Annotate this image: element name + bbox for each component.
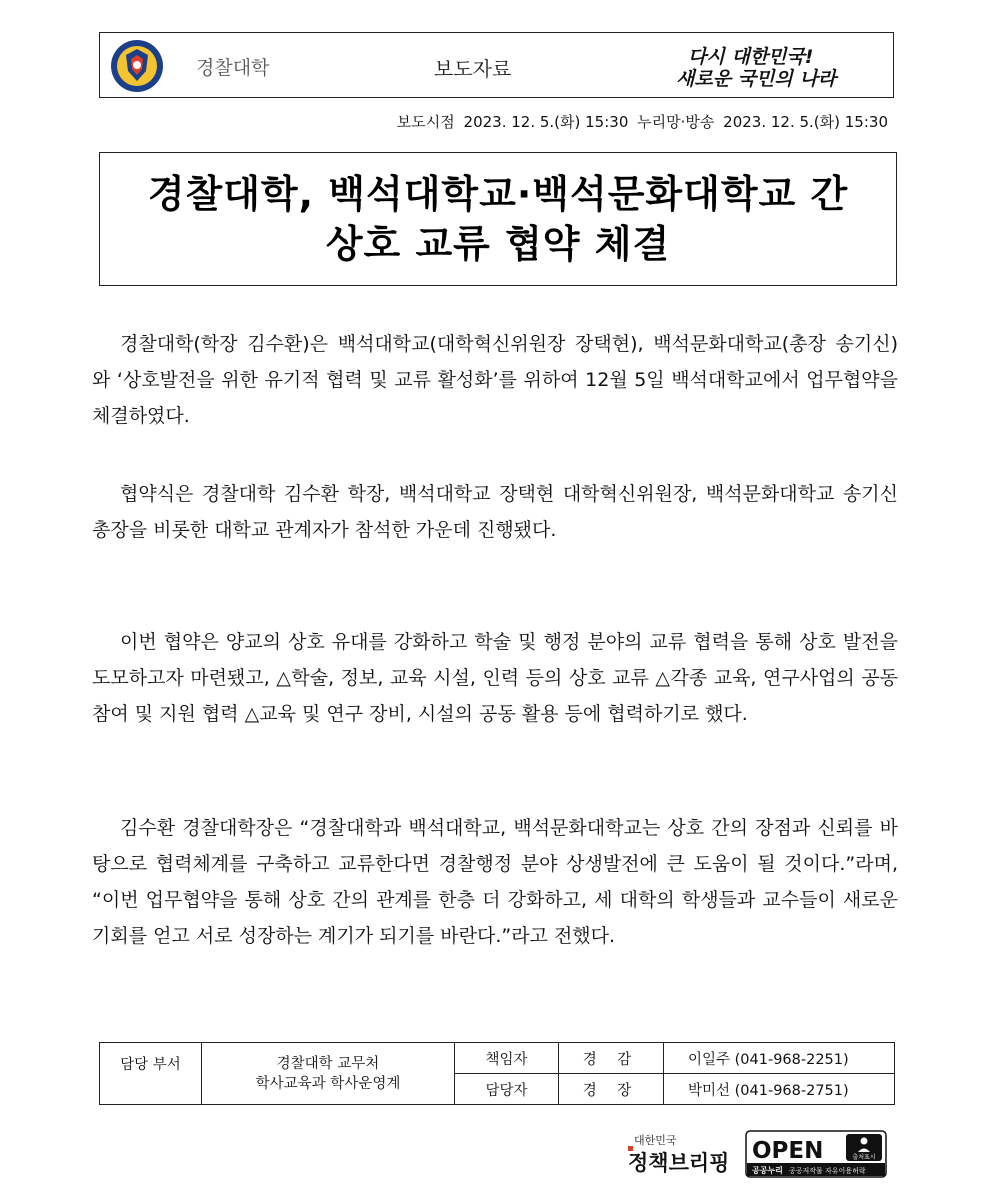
contact-table bbox=[99, 1042, 895, 1105]
online-label: 누리망·방송 bbox=[637, 113, 715, 131]
role-label: 담당자 bbox=[485, 1082, 528, 1099]
person-cell bbox=[664, 1074, 895, 1105]
open-label: OPEN bbox=[752, 1138, 824, 1164]
role-label: 책임자 bbox=[485, 1051, 528, 1068]
policy-briefing-logo bbox=[628, 1133, 729, 1175]
doc-type: 보도자료 bbox=[434, 57, 512, 81]
footer-logos bbox=[628, 1130, 888, 1180]
title-line-2: 상호 교류 협약 체결 bbox=[325, 222, 671, 266]
header-box bbox=[99, 32, 894, 98]
person-cell bbox=[664, 1043, 895, 1074]
body-paragraph-2: 협약식은 경찰대학 김수환 학장, 백석대학교 장택현 대학혁신위원장, 백석문화대학교 송기신 총장을 비롯한 대학교 관계자가 참석한 가운데 진행됐다. bbox=[92, 483, 898, 541]
dept-label: 담당 부서 bbox=[120, 1057, 181, 1073]
dept-cell bbox=[202, 1043, 455, 1105]
brand-main: 정책브리핑 bbox=[628, 1151, 730, 1175]
open-license-badge bbox=[746, 1131, 886, 1177]
person-contact: 이일주 (041-968-2251) bbox=[688, 1051, 849, 1068]
dept-label-cell bbox=[100, 1043, 202, 1105]
title-line-1: 경찰대학, 백석대학교·백석문화대학교 간 bbox=[147, 172, 849, 216]
release-time: 2023. 12. 5.(화) 15:30 bbox=[463, 113, 629, 131]
role-cell bbox=[455, 1074, 559, 1105]
online-time: 2023. 12. 5.(화) 15:30 bbox=[723, 113, 888, 131]
open-badge: 출처표시 bbox=[852, 1154, 876, 1161]
dept-line-2: 학사교육과 학사운영계 bbox=[255, 1075, 401, 1092]
release-label: 보도시점 bbox=[396, 113, 455, 131]
body-paragraph-4: 김수환 경찰대학장은 “경찰대학과 백석대학교, 백석문화대학교는 상호 간의 장점과 신뢰를 바탕으로 협력체계를 구축하고 교류한다면 경찰행정 분야 상생발전에 큰 도움이 될 것이다.”라며, “이번 업무협약을 통해 상호 간의 관계를 한층 더 강화하고, 세 대학의 학생들과 교수들이 새로운 기회를 얻고 서로 성장하는 계기가 되기를 바란다.”라고 전했다. bbox=[92, 817, 898, 947]
slogan-logo bbox=[670, 39, 880, 93]
police-emblem-icon bbox=[110, 39, 164, 93]
body-paragraph-3: 이번 협약은 양교의 상호 유대를 강화하고 학술 및 행정 분야의 교류 협력을 통해 상호 발전을 도모하고자 마련됐고, △학술, 정보, 교육 시설, 인력 등의 상호 교류 △각종 교육, 연구사업의 공동 참여 및 지원 협력 △교육 및 연구 장비, 시설의 공동 활용 등에 협력하기로 했다. bbox=[92, 631, 898, 725]
body-paragraph-1: 경찰대학(학장 김수환)은 백석대학교(대학혁신위원장 장택현), 백석문화대학교(총장 송기신)와 ‘상호발전을 위한 유기적 협력 및 교류 활성화’를 위하여 12월 5일 백석대학교에서 업무협약을 체결하였다. bbox=[92, 333, 898, 427]
person-icon bbox=[861, 1138, 868, 1145]
role-cell bbox=[455, 1043, 559, 1074]
title-box bbox=[99, 152, 897, 286]
rank-cell bbox=[559, 1074, 664, 1105]
rank-label: 경 장 bbox=[582, 1082, 640, 1099]
slogan-line1: 다시 대한민국! bbox=[688, 46, 814, 68]
rank-label: 경 감 bbox=[582, 1051, 640, 1068]
open-sub: 공공누리 bbox=[752, 1166, 783, 1175]
org-name: 경찰대학 bbox=[196, 57, 270, 79]
release-time-line bbox=[393, 111, 888, 132]
person-contact: 박미선 (041-968-2751) bbox=[688, 1082, 849, 1099]
rank-cell bbox=[559, 1043, 664, 1074]
slogan-line2: 새로운 국민의 나라 bbox=[676, 68, 837, 90]
brand-small: 대한민국 bbox=[634, 1134, 677, 1147]
open-desc: 공공저작물 자유이용허락 bbox=[789, 1167, 866, 1175]
dept-line-1: 경찰대학 교무처 bbox=[276, 1055, 380, 1072]
